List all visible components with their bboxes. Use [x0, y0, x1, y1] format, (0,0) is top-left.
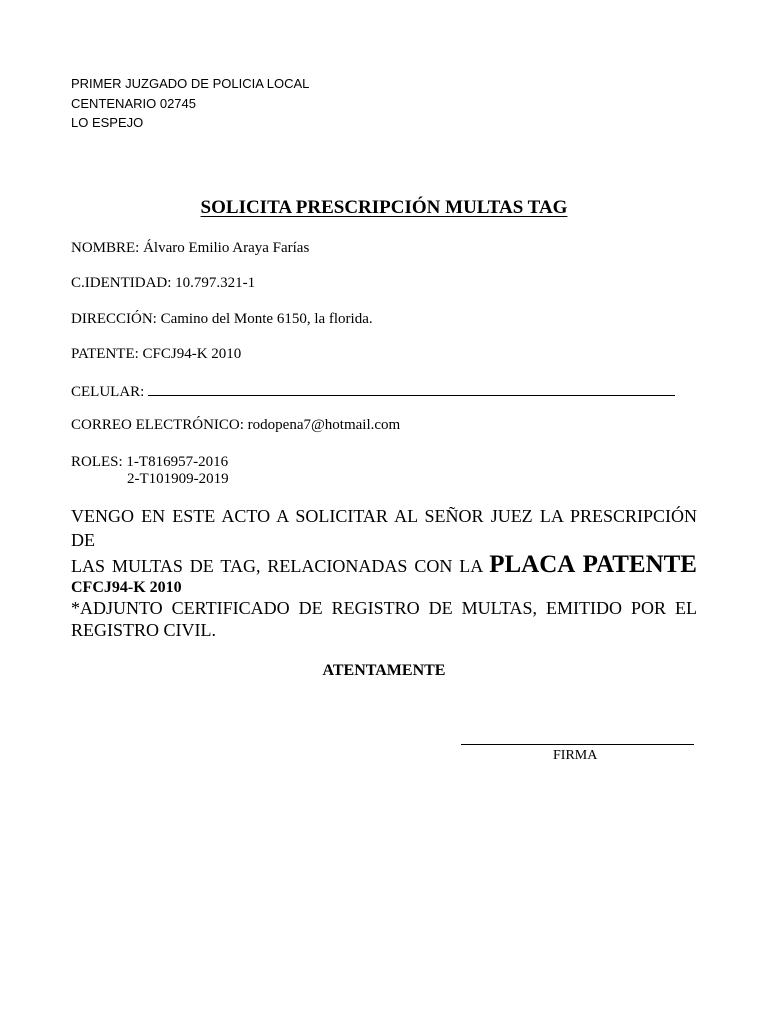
field-correo: CORREO ELECTRÓNICO: rodopena7@hotmail.com	[71, 417, 401, 433]
placa-patente-emphasis: PLACA PATENTE	[489, 551, 697, 578]
request-line-1: VENGO EN ESTE ACTO A SOLICITAR AL SEÑOR JUEZ LA PRESCRIPCIÓN DE	[71, 506, 697, 550]
signature-line	[461, 744, 694, 745]
attachment-line-1: *ADJUNTO CERTIFICADO DE REGISTRO DE MULTAS, EMITIDO POR EL	[71, 598, 697, 618]
request-line-2-text: LAS MULTAS DE TAG, RELACIONADAS CON LA	[71, 556, 483, 576]
field-celular	[71, 380, 675, 401]
field-nombre: NOMBRE: Álvaro Emilio Araya Farías	[71, 240, 310, 256]
field-roles-2: 2-T101909-2019	[127, 471, 229, 487]
field-direccion: DIRECCIÓN: Camino del Monte 6150, la florida.	[71, 311, 373, 327]
attachment-paragraph	[71, 597, 697, 641]
field-roles-1: ROLES: 1-T816957-2016	[71, 454, 229, 470]
request-paragraph	[71, 504, 697, 597]
field-identidad: C.IDENTIDAD: 10.797.321-1	[71, 275, 256, 291]
court-address-block	[71, 74, 309, 133]
field-patente: PATENTE: CFCJ94-K 2010	[71, 346, 242, 362]
request-line-2	[71, 552, 697, 579]
court-street: CENTENARIO 02745	[71, 95, 196, 111]
attachment-line-2: REGISTRO CIVIL.	[71, 620, 216, 640]
court-commune: LO ESPEJO	[71, 115, 144, 130]
celular-label: CELULAR:	[71, 384, 145, 400]
court-name: PRIMER JUZGADO DE POLICIA LOCAL	[71, 76, 310, 91]
document-title: SOLICITA PRESCRIPCIÓN MULTAS TAG	[200, 197, 568, 218]
closing-salutation: ATENTAMENTE	[322, 662, 446, 679]
signature-label: FIRMA	[553, 748, 598, 763]
plate-number: CFCJ94-K 2010	[71, 579, 182, 596]
celular-blank-line	[148, 380, 675, 396]
